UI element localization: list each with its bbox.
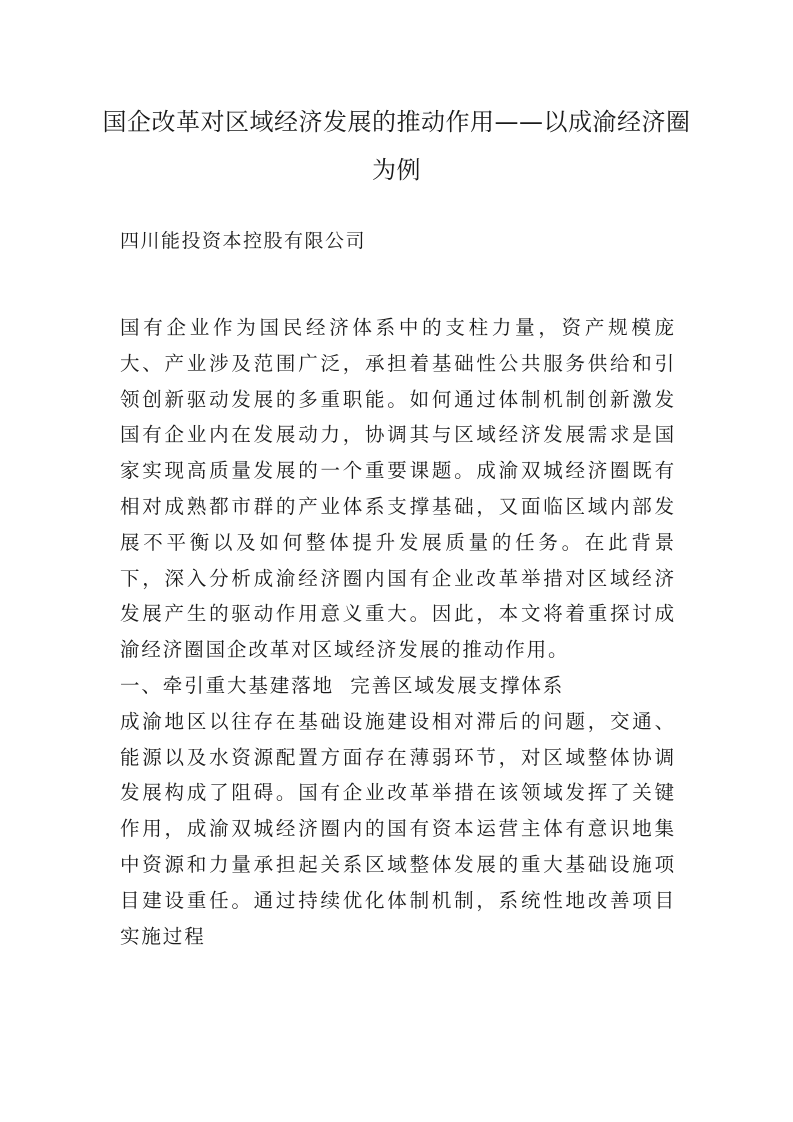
author-affiliation: 四川能投资本控股有限公司 [120, 230, 367, 252]
document-body [120, 310, 676, 954]
section-heading: 一、牵引重大基建落地 完善区域发展支撑体系 [120, 673, 565, 697]
section-paragraph: 成渝地区以往存在基础设施建设相对滞后的问题，交通、能源以及水资源配置方面存在薄弱环节，对区域整体协调发展构成了阻碍。国有企业改革举措在该领域发挥了关键作用，成渝双城经济圈内的国有资本运营主体有意识地集中资源和力量承担起关系区域整体发展的重大基础设施项目建设重任。通过持续优化体制机制，系统性地改善项目实施过程 [120, 709, 676, 948]
intro-paragraph: 国有企业作为国民经济体系中的支柱力量，资产规模庞大、产业涉及范围广泛，承担着基础性公共服务供给和引领创新驱动发展的多重职能。如何通过体制机制创新激发国有企业内在发展动力，协调其与区域经济发展需求是国家实现高质量发展的一个重要课题。成渝双城经济圈既有相对成熟都市群的产业体系支撑基础，又面临区域内部发展不平衡以及如何整体提升发展质量的任务。在此背景下，深入分析成渝经济圈内国有企业改革举措对区域经济发展产生的驱动作用意义重大。因此，本文将着重探讨成渝经济圈国企改革对区域经济发展的推动作用。 [120, 316, 676, 662]
document-title: 国企改革对区域经济发展的推动作用——以成渝经济圈为例 [102, 108, 691, 184]
